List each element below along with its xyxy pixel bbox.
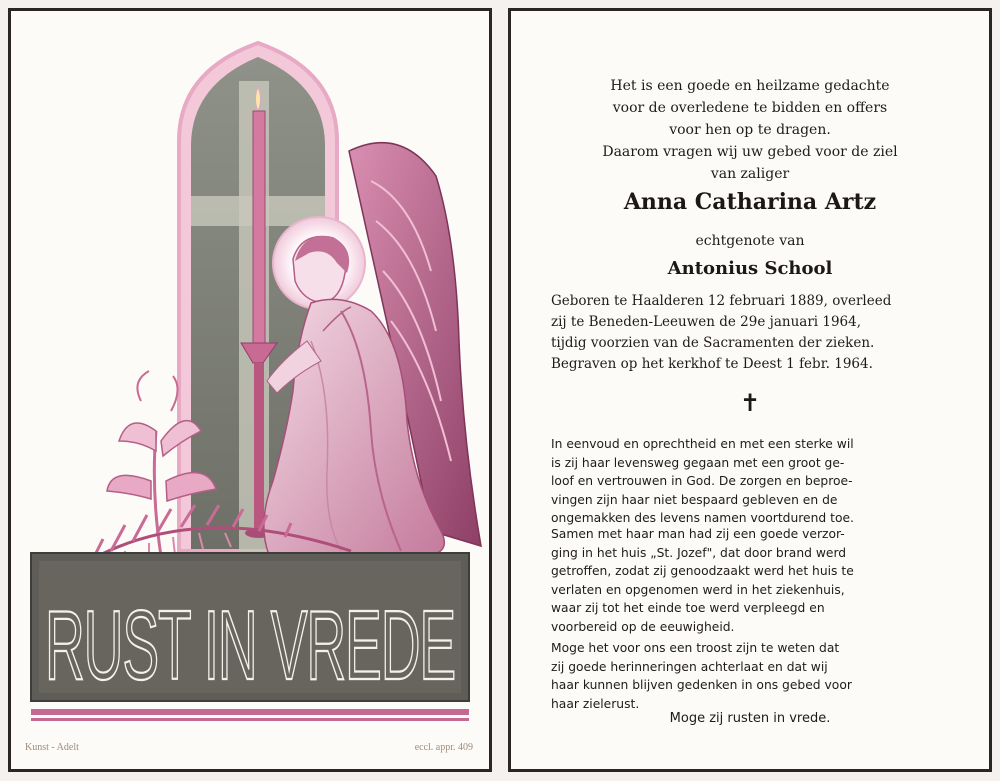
bio-line: zij te Beneden-Leeuwen de 29e januari 1964, — [551, 314, 862, 330]
paragraph-line: waar zij tot het einde toe werd verpleegd en — [551, 601, 825, 616]
paragraph-line: haar zielerust. — [551, 696, 640, 711]
cross-icon: ✝ — [739, 389, 761, 417]
divider-bar — [31, 709, 469, 715]
paragraph-line: is zij haar levensweg gegaan met een groot ge- — [551, 455, 845, 470]
paragraph-line: ongemakken des levens namen voortdurend toe. — [551, 511, 854, 526]
paragraph-line: vingen zijn haar niet bespaard gebleven en de — [551, 492, 838, 507]
approval-note: eccl. appr. 409 — [414, 742, 473, 753]
memorial-card-back — [508, 8, 992, 772]
remembrance-paragraph — [551, 639, 969, 713]
biography — [551, 291, 967, 375]
bio-line: Begraven op het kerkhof te Deest 1 febr. 1964. — [551, 356, 873, 372]
paragraph-line: getroffen, zodat zij genoodzaakt werd het huis te — [551, 564, 854, 579]
paragraph-line: verlaten en opgenomen werd in het ziekenhuis, — [551, 582, 845, 597]
prayer-text — [511, 75, 989, 185]
stone-tablet — [31, 553, 469, 701]
prayer-line: van zaliger — [710, 166, 790, 182]
paragraph-line: haar kunnen blijven gedenken in ons gebed voor — [551, 678, 852, 693]
spouse-label: echtgenote van — [695, 233, 805, 249]
paragraph-line: Samen met haar man had zij een goede verzor- — [551, 527, 845, 541]
care-paragraph — [551, 525, 969, 637]
motto-text: RUST IN VREDE — [45, 590, 455, 700]
paragraph-line: loof en vertrouwen in God. De zorgen en beproe- — [551, 474, 853, 489]
paragraph-line: zij goede herinneringen achterlaat en dat wij — [551, 659, 828, 674]
artist-credit: Kunst - Adelt — [25, 742, 79, 753]
divider-bar-thin — [31, 718, 469, 721]
prayer-line: voor hen op te dragen. — [669, 122, 831, 138]
life-paragraph — [551, 435, 969, 528]
memorial-card-front — [8, 8, 492, 772]
paragraph-line: ging in het huis „St. Jozef", dat door brand werd — [551, 545, 847, 560]
prayer-line: voor de overledene te bidden en offers — [612, 100, 888, 116]
angel-illustration — [11, 11, 489, 769]
prayer-line: Daarom vragen wij uw gebed voor de ziel — [602, 144, 898, 160]
prayer-line: Het is een goede en heilzame gedachte — [610, 78, 890, 94]
deceased-name: Anna Catharina Artz — [623, 189, 877, 215]
closing-line: Moge zij rusten in vrede. — [669, 711, 831, 726]
bio-line: tijdig voorzien van de Sacramenten der zieken. — [551, 335, 875, 351]
spouse-name: Antonius School — [667, 258, 833, 279]
paragraph-line: voorbereid op de eeuwigheid. — [551, 619, 735, 634]
paragraph-line: Moge het voor ons een troost zijn te weten dat — [551, 641, 840, 655]
bio-line: Geboren te Haalderen 12 februari 1889, overleed — [551, 293, 892, 309]
paragraph-line: In eenvoud en oprechtheid en met een sterke wil — [551, 437, 854, 451]
